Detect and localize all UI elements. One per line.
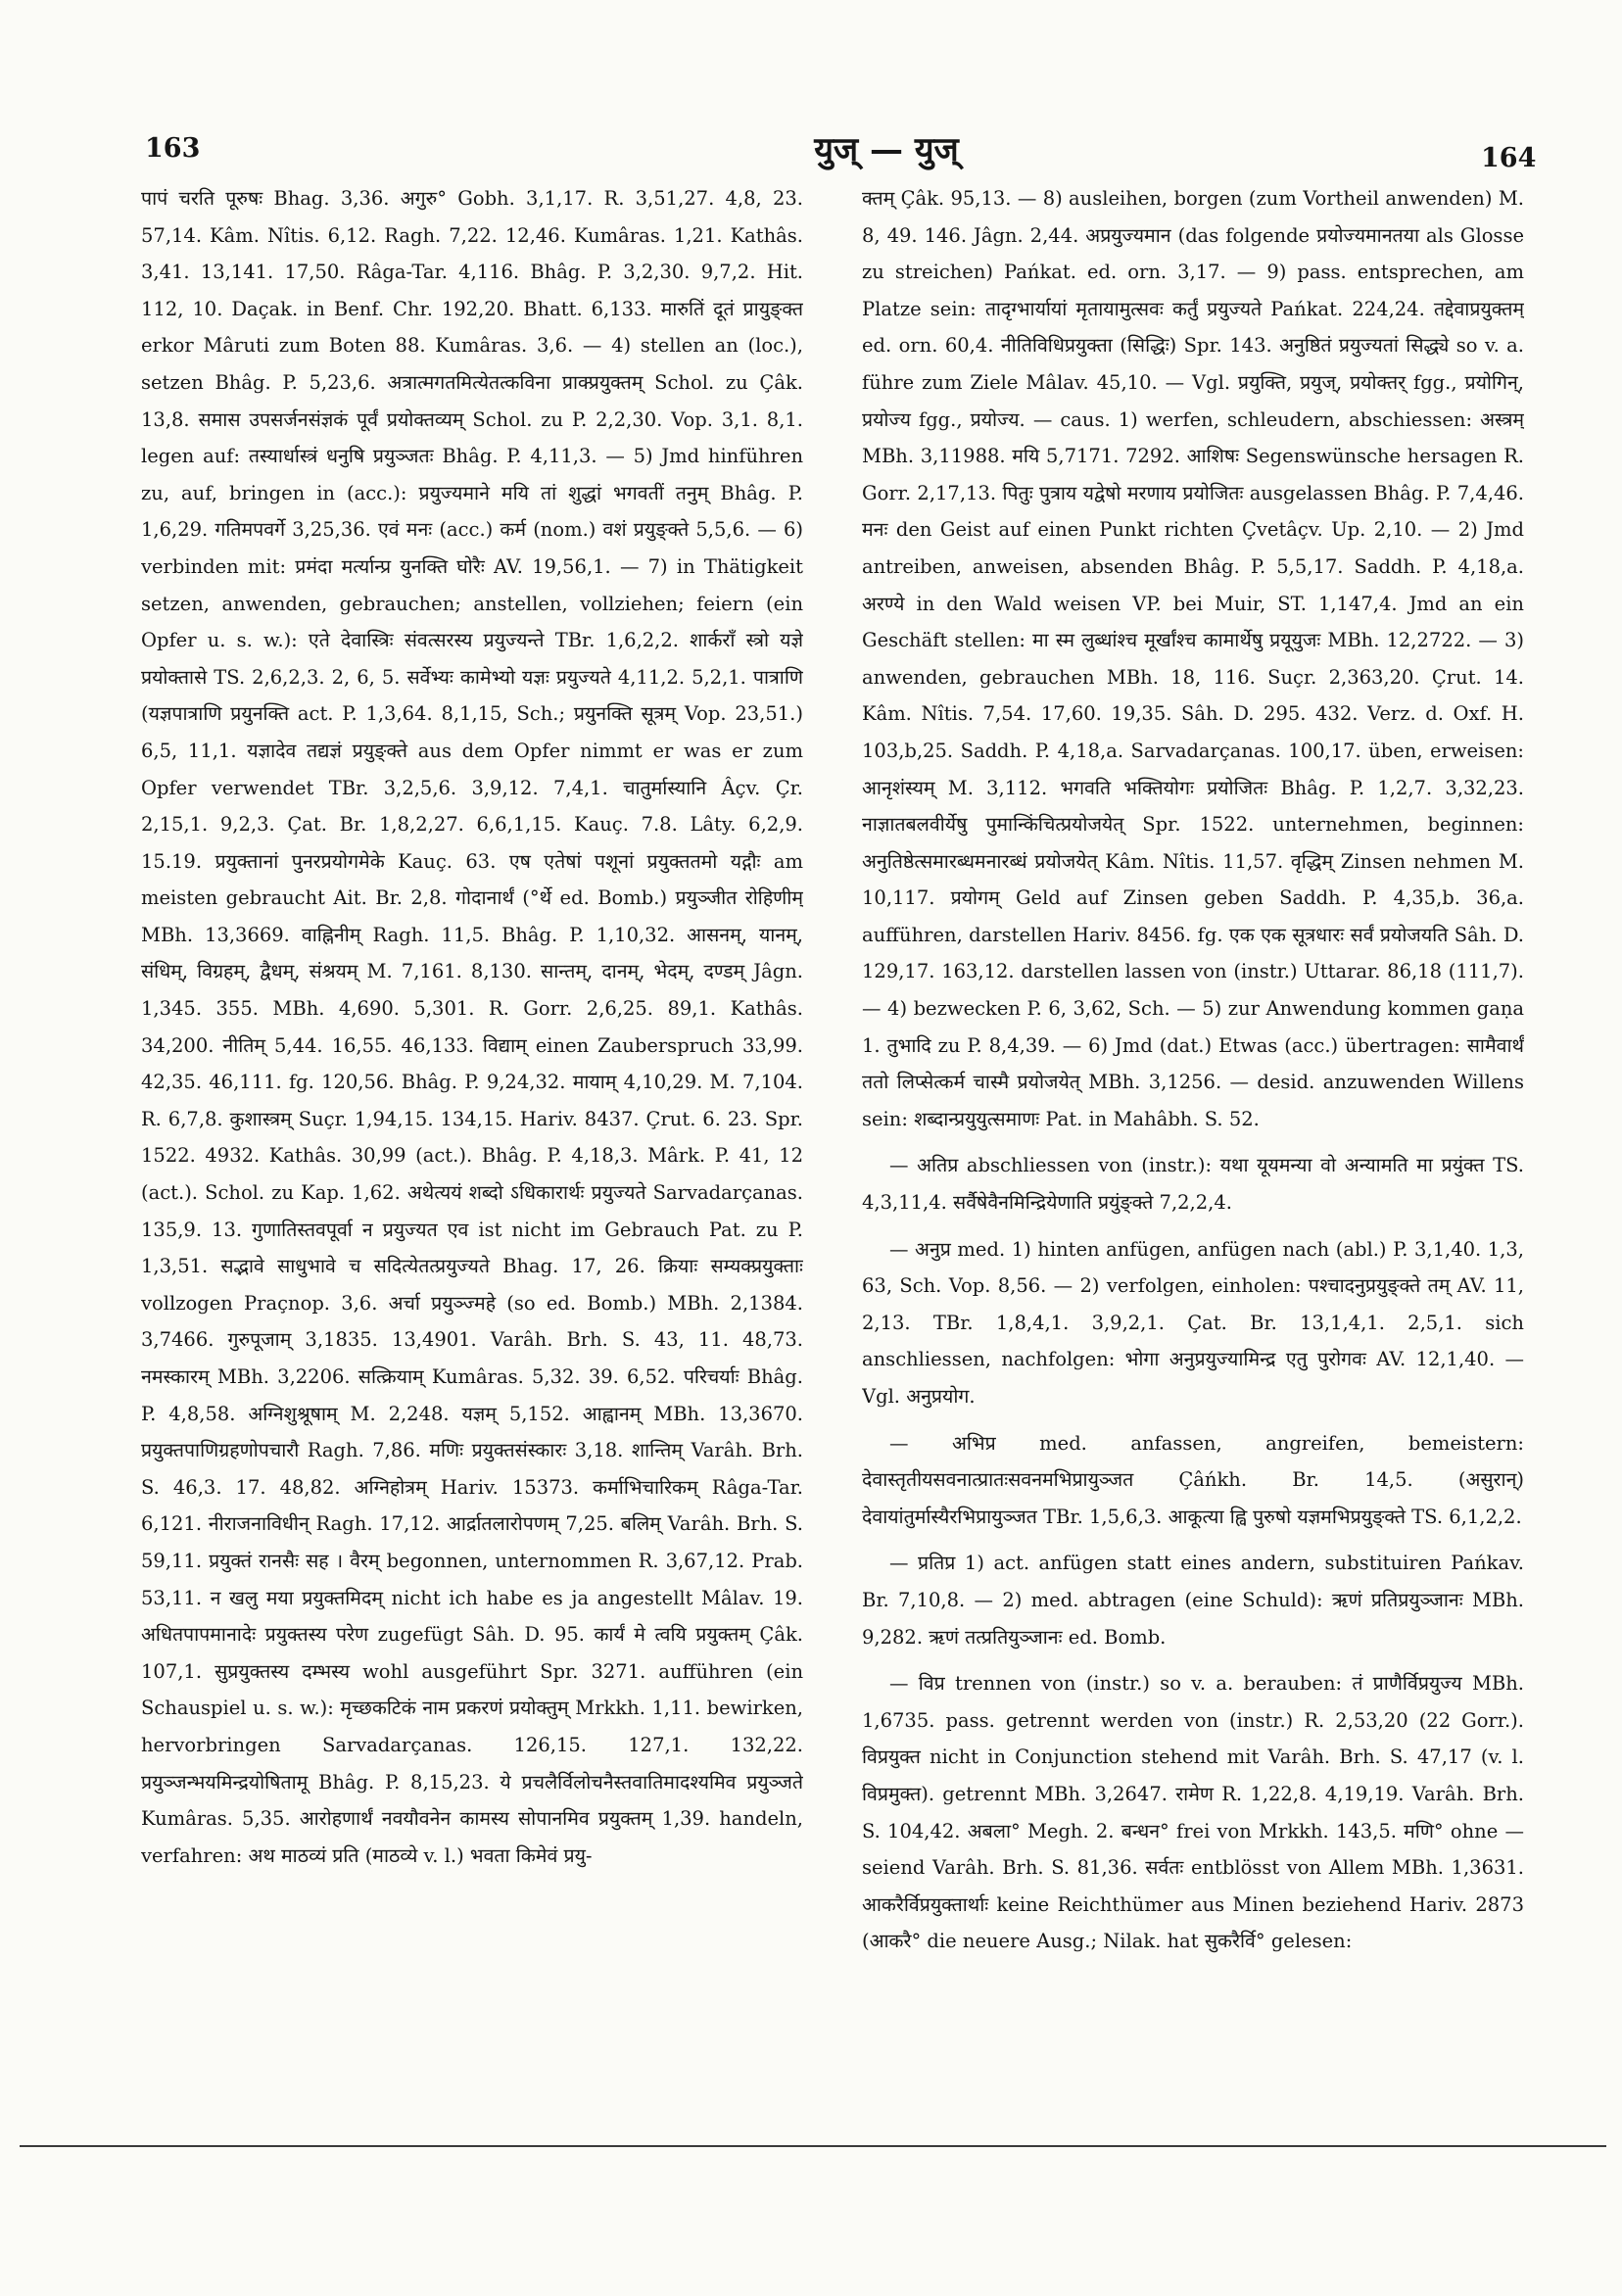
entry-anupra: — अनुप्र med. 1) hinten anfügen, anfügen nach (abl.) P. 3,1,40. 1,3, 63, Sch. Vop. 8,56. — 2) verfolgen, einholen: पश्चादनुप्रयुङ्क्ते तम् AV. 11, 2,13. TBr. 1,8,4,1. 3,9,2,1. Çat. Br. 13,1,4,1. 2,5,1. sich anschliessen, nachfolgen: भोगा अनुप्रयुज्यामिन्द्र एतु पुरोगवः AV. 12,1,40. — Vgl. अनुप्रयोग. — [862, 1237, 1524, 1408]
entry-vipra: — विप्र trennen von (instr.) so v. a. berauben: तं प्राणैर्विप्रयुज्य MBh. 1,6735. pass. getrennt werden von (instr.) R. 2,53,20 (22 Gorr.). विप्रयुक्त nicht in Conjunction stehend mit Varâh. Brh. S. 47,17 (v. l. विप्रमुक्त). getrennt MBh. 3,2647. रामेण R. 1,22,8. 4,19,19. Varâh. Brh. S. 104,42. अबला° Megh. 2. बन्धन° frei von Mrkkh. 143,5. मणि° ohne — seiend Varâh. Brh. S. 81,36. सर्वतः entblösst von Allem MBh. 1,3631. आकरैर्विप्रयुक्तार्थाः keine Reichthümer aus Minen beziehend Hariv. 2873 (आकरै° die neuere Ausg.; Nilak. hat सुकरैर्वि° gelesen: — [862, 1672, 1524, 1953]
left-column-paragraph: पापं चरति पूरुषः Bhag. 3,36. अगुरु° Gobh. 3,1,17. R. 3,51,27. 4,8, 23. 57,14. Kâm. Nîtis. 6,12. Ragh. 7,22. 12,46. Kumâras. 1,21. Kathâs. 3,41. 13,141. 17,50. Râga-Tar. 4,116. Bhâg. P. 3,2,30. 9,7,2. Hit. 112, 10. Daçak. in Benf. Chr. 192,20. Bhatt. 6,133. मारुतिं दूतं प्रायुङ्क्त erkor Mâruti zum Boten 88. Kumâras. 3,6. — 4) stellen an (loc.), setzen Bhâg. P. 5,23,6. अत्रात्मगतमित्येतत्कविना प्राक्प्रयुक्तम् Schol. zu Çâk. 13,8. समास उपसर्जनसंज्ञकं पूर्वं प्रयोक्तव्यम् Schol. zu P. 2,2,30. Vop. 3,1. 8,1. legen auf: तस्यार्धास्त्रं धनुषि प्रयुञ्जतः Bhâg. P. 4,11,3. — 5) Jmd hinführen zu, auf, bringen in (acc.): प्रयुज्यमाने मयि तां शुद्धां भगवतीं तनुम् Bhâg. P. 1,6,29. गतिमपवर्गे 3,25,36. एवं मनः (acc.) कर्म (nom.) वशं प्रयुङ्क्ते 5,5,6. — 6) verbinden mit: प्रमंदा मर्त्यान्प्र युनक्ति घोरैः AV. 19,56,1. — 7) in Thätigkeit setzen, anwenden, gebrauchen; anstellen, vollziehen; feiern (ein Opfer u. s. w.): एते देवास्त्रिः संवत्सरस्य प्रयुज्यन्ते TBr. 1,6,2,2. शार्कराँ स्त्रो यज्ञे प्रयोक्तासे TS. 2,6,2,3. 2, 6, 5. सर्वेभ्यः कामेभ्यो यज्ञः प्रयुज्यते 4,11,2. 5,2,1. पात्राणि (यज्ञपात्राणि प्रयुनक्ति act. P. 1,3,64. 8,1,15, Sch.; प्रयुनक्ति सूत्रम् Vop. 23,51.) 6,5, 11,1. यज्ञादेव तद्यज्ञं प्रयुङ्क्ते aus dem Opfer nimmt er was er zum Opfer verwendet TBr. 3,2,5,6. 3,9,12. 7,4,1. चातुर्मास्यानि Âçv. Çr. 2,15,1. 9,2,3. Çat. Br. 1,8,2,27. 6,6,1,15. Kauç. 7.8. Lâty. 6,2,9. 15.19. प्रयुक्तानां पुनरप्रयोगमेके Kauç. 63. एष एतेषां पशूनां प्रयुक्ततमो यद्गौः am meisten gebraucht Ait. Br. 2,8. गोदानार्थं (°र्थे ed. Bomb.) प्रयुञ्जीत रोहिणीम् MBh. 13,3669. वाह्निनीम् Ragh. 11,5. Bhâg. P. 1,10,32. आसनम्, यानम्, संधिम्, विग्रहम्, द्वैधम्, संश्रयम् M. 7,161. 8,130. सान्तम्, दानम्, भेदम्, दण्डम् Jâgn. 1,345. 355. MBh. 4,690. 5,301. R. Gorr. 2,6,25. 89,1. Kathâs. 34,200. नीतिम् 5,44. 16,55. 46,133. विद्याम् einen Zauberspruch 33,99. 42,35. 46,111. fg. 120,56. Bhâg. P. 9,24,32. मायाम् 4,10,29. M. 7,104. R. 6,7,8. कुशास्त्रम् Suçr. 1,94,15. 134,15. Hariv. 8437. Çrut. 6. 23. Spr. 1522. 4932. Kathâs. 30,99 (act.). Bhâg. P. 4,18,3. Mârk. P. 41, 12 (act.). Schol. zu Kap. 1,62. अथेत्ययं शब्दो ऽधिकारार्थः प्रयुज्यते Sarvadarçanas. 135,9. 13. गुणातिस्तवपूर्वा न प्रयुज्यत एव ist nicht im Gebrauch Pat. zu P. 1,3,51. सद्भावे साधुभावे च सदित्येतत्प्रयुज्यते Bhag. 17, 26. क्रियाः सम्यक्प्रयुक्ताः vollzogen Praçnop. 3,6. अर्चा प्रयुञ्ज्महे (so ed. Bomb.) MBh. 2,1384. 3,7466. गुरुपूजाम् 3,1835. 13,4901. Varâh. Brh. S. 43, 11. 48,73. नमस्कारम् MBh. 3,2206. सत्क्रियाम् Kumâras. 5,32. 39. 6,52. परिचर्याः Bhâg. P. 4,8,58. अग्निशुश्रूषाम् M. 2,248. यज्ञम् 5,152. आह्वानम् MBh. 13,3670. प्रयुक्तपाणिग्रहणोपचारौ Ragh. 7,86. मणिः प्रयुक्तसंस्कारः 3,18. शान्तिम् Varâh. Brh. S. 46,3. 17. 48,82. अग्निहोत्रम् Hariv. 15373. कर्माभिचारिकम् Râga-Tar. 6,121. नीराजनाविधीन् Ragh. 17,12. आर्द्रातलारोपणम् 7,25. बलिम् Varâh. Brh. S. 59,11. प्रयुक्तं रानसैः सह । वैरम् begonnen, unternommen R. 3,67,12. Prab. 53,11. न खलु मया प्रयुक्तमिदम् nicht ich habe es ja angestellt Mâlav. 19. अधितपापमानादेः प्रयुक्तस्य परेण zugefügt Sâh. D. 95. कार्यं मे त्वयि प्रयुक्तम् Çâk. 107,1. सुप्रयुक्तस्य दम्भस्य wohl ausgeführt Spr. 3271. aufführen (ein Schauspiel u. s. w.): मृच्छकटिकं नाम प्रकरणं प्रयोक्तुम् Mrkkh. 1,11. bewirken, hervorbringen Sarvadarçanas. 126,15. 127,1. 132,22. प्रयुञ्जन्भयमिन्द्रयोषितामू Bhâg. P. 8,15,23. ये प्रचलैर्विलोचनैस्तवातिमादश्यमिव प्रयुञ्जते Kumâras. 5,35. आरोहणार्थं नवयौवनेन कामस्य सोपानमिव प्रयुक्तम् 1,39. handeln, verfahren: अथ माठव्यं प्रति (माठव्ये v. l.) भवता किमेवं प्रयु- — [141, 187, 803, 1867]
left-column — [141, 180, 803, 2041]
bottom-rule — [20, 2145, 1606, 2147]
right-column — [862, 180, 1524, 2041]
page-number-left: 163 — [145, 133, 201, 164]
entry-atipra: — अतिप्र abschliessen von (instr.): यथा यूयमन्या वो अन्यामति मा प्रयुंक्त TS. 4,3,11,4. सर्वैषेवैनमिन्द्रियेणाति प्रयुंङ्क्ते 7,2,2,4. — [862, 1154, 1524, 1215]
page-number-right: 164 — [1481, 143, 1537, 173]
entry-pratipra: — प्रतिप्र 1) act. anfügen statt eines andern, substituiren Pańkav. Br. 7,10,8. — 2) med. abtragen (eine Schuld): ऋणं प्रतिप्रयुञ्जानः MBh. 9,282. ऋणं तत्प्रतियुञ्जानः ed. Bomb. — [862, 1552, 1524, 1649]
running-head: युज् — युज् — [814, 130, 959, 169]
page-header — [0, 125, 1622, 174]
entry-abhipra: — अभिप्र med. anfassen, angreifen, bemeistern: देवास्तृतीयसवनात्प्रातःसवनमभिप्रायुञ्जत Çâńkh. Br. 14,5. (असुरान्) देवायांतुर्मास्यैरभिप्रायुञ्जत TBr. 1,5,6,3. आकूत्या ह्वि पुरुषो यज्ञमभिप्रयुङ्क्ते TS. 6,1,2,2. — [862, 1431, 1524, 1528]
right-column-paragraph: क्तम् Çâk. 95,13. — 8) ausleihen, borgen (zum Vortheil anwenden) M. 8, 49. 146. Jâgn. 2,44. अप्रयुज्यमान (das folgende प्रयोज्यमानतया als Glosse zu streichen) Pańkat. ed. orn. 3,17. — 9) pass. entsprechen, am Platze sein: तादृग्भार्यायां मृतायामुत्सवः कर्तुं प्रयुज्यते Pańkat. 224,24. तद्देवाप्रयुक्तम् ed. orn. 60,4. नीतिविधिप्रयुक्ता (सिद्धिः) Spr. 143. अनुष्ठितं प्रयुज्यतां सिद्ध्ये so v. a. führe zum Ziele Mâlav. 45,10. — Vgl. प्रयुक्ति, प्रयुज्, प्रयोक्तर् fgg., प्रयोगिन्, प्रयोज्य fgg., प्रयोज्य. — caus. 1) werfen, schleudern, abschiessen: अस्त्रम् MBh. 3,11988. मयि 5,7171. 7292. आशिषः Segenswünsche hersagen R. Gorr. 2,17,13. पितुः पुत्राय यद्वेषो मरणाय प्रयोजितः ausgelassen Bhâg. P. 7,4,46. मनः den Geist auf einen Punkt richten Çvetâçv. Up. 2,10. — 2) Jmd antreiben, anweisen, absenden Bhâg. P. 5,5,17. Saddh. P. 4,18,a. अरण्ये in den Wald weisen VP. bei Muir, ST. 1,147,4. Jmd an ein Geschäft stellen: मा स्म लुब्धांश्च मूर्खांश्च कामार्थेषु प्रयूयुजः MBh. 12,2722. — 3) anwenden, gebrauchen MBh. 18, 116. Suçr. 2,363,20. Çrut. 14. Kâm. Nîtis. 7,54. 17,60. 19,35. Sâh. D. 295. 432. Verz. d. Oxf. H. 103,b,25. Saddh. P. 4,18,a. Sarvadarçanas. 100,17. üben, erweisen: आनृशंस्यम् M. 3,112. भगवति भक्तियोगः प्रयोजितः Bhâg. P. 1,2,7. 3,32,23. नाज्ञातबलवीर्येषु पुमान्किंचित्प्रयोजयेत् Spr. 1522. unternehmen, beginnen: अनुतिष्ठेत्समारब्धमनारब्धं प्रयोजयेत् Kâm. Nîtis. 11,57. वृद्धिम् Zinsen nehmen M. 10,117. प्रयोगम् Geld auf Zinsen geben Saddh. P. 4,35,b. 36,a. aufführen, darstellen Hariv. 8456. fg. एक एक सूत्रधारः सर्वं प्रयोजयति Sâh. D. 129,17. 163,12. darstellen lassen von (instr.) Uttarar. 86,18 (111,7). — 4) bezwecken P. 6, 3,62, Sch. — 5) zur Anwendung kommen gaṇa 1. तुभादि zu P. 8,4,39. — 6) Jmd (dat.) Etwas (acc.) übertragen: सामैवार्थं ततो लिप्सेत्कर्म चास्मै प्रयोजयेत् MBh. 3,1256. — desid. anzuwenden Willens sein: शब्दान्प्रयुयुत्समाणः Pat. in Mahâbh. S. 52. — [862, 187, 1524, 1130]
